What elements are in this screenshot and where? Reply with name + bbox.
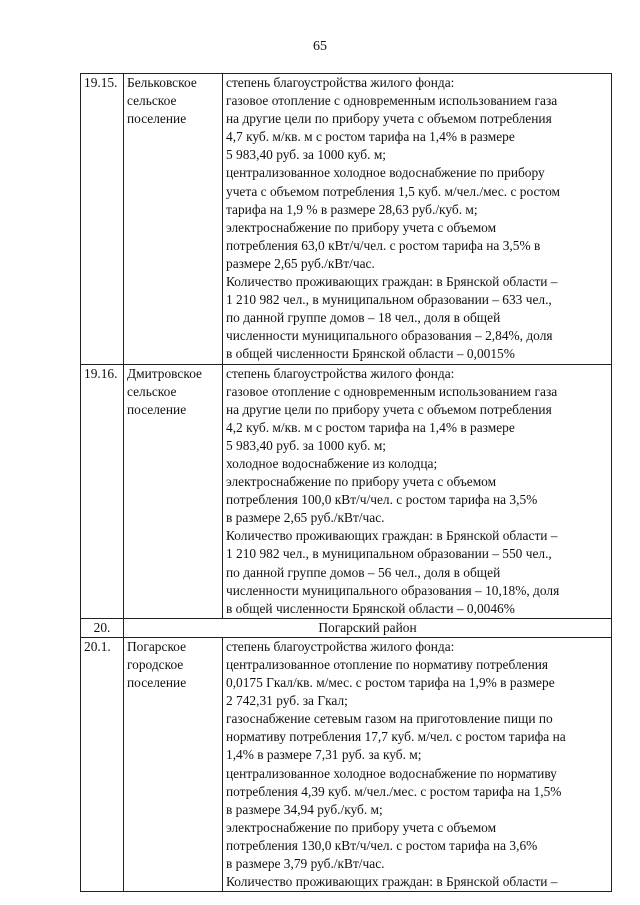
- description-line: степень благоустройства жилого фонда:: [226, 638, 455, 654]
- description-cell: [223, 74, 612, 365]
- description-line: 1 210 982 чел., в муниципальном образовании – 633 чел.,: [226, 292, 552, 308]
- table-row: [81, 74, 612, 365]
- table-row: [81, 637, 612, 891]
- description-line: в размере 34,94 руб./куб. м;: [226, 801, 383, 817]
- settlement-name-line: поселение: [127, 675, 187, 691]
- row-number: 19.15.: [81, 74, 124, 365]
- settlement-name-line: Дмитровское: [127, 365, 202, 381]
- description-line: степень благоустройства жилого фонда:: [226, 75, 455, 90]
- description-line: Количество проживающих граждан: в Брянской области –: [226, 528, 558, 544]
- description-line: численности муниципального образования – 10,18%, доля: [226, 582, 560, 598]
- description-cell: [223, 364, 612, 618]
- description-line: в общей численности Брянской области – 0,0046%: [226, 600, 515, 616]
- description-line: 2 742,31 руб. за Гкал;: [226, 693, 348, 709]
- settlement-name-line: городское: [127, 657, 184, 672]
- description-line: размере 2,65 руб./кВт/час.: [226, 255, 375, 271]
- description-line: в размере 2,65 руб./кВт/час.: [226, 510, 385, 526]
- description-line: степень благоустройства жилого фонда:: [226, 365, 455, 381]
- description-line: холодное водоснабжение из колодца;: [226, 455, 438, 471]
- description-line: потребления 4,39 куб. м/чел./мес. с ростом тарифа на 1,5%: [226, 783, 562, 799]
- description-line: по данной группе домов – 56 чел., доля в общей: [226, 564, 501, 580]
- description-line: Количество проживающих граждан: в Брянской области –: [226, 274, 558, 290]
- settlement-name: [124, 637, 223, 891]
- description-line: централизованное холодное водоснабжение по нормативу: [226, 765, 557, 781]
- description-line: электроснабжение по прибору учета с объемом: [226, 474, 497, 490]
- description-line: на другие цели по прибору учета с объемом потребления: [226, 111, 552, 127]
- description-line: тарифа на 1,9 % в размере 28,63 руб./куб. м;: [226, 201, 478, 217]
- description-line: по данной группе домов – 18 чел., доля в общей: [226, 310, 501, 326]
- description-line: численности муниципального образования – 2,84%, доля: [226, 328, 553, 344]
- description-line: в общей численности Брянской области – 0,0015%: [226, 346, 515, 362]
- description-line: Количество проживающих граждан: в Брянской области –: [226, 874, 558, 890]
- description-line: 1 210 982 чел., в муниципальном образовании – 550 чел.,: [226, 546, 552, 562]
- description-line: нормативу потребления 17,7 куб. м/чел. с ростом тарифа на: [226, 729, 566, 745]
- description-line: газоснабжение сетевым газом на приготовление пищи по: [226, 711, 553, 727]
- description-line: электроснабжение по прибору учета с объемом: [226, 819, 497, 835]
- description-line: 5 983,40 руб. за 1000 куб. м;: [226, 147, 387, 163]
- settlement-name: [124, 364, 223, 618]
- description-line: газовое отопление с одновременным использованием газа: [226, 93, 558, 109]
- page-number: 65: [313, 39, 327, 54]
- settlement-name-line: сельское: [127, 93, 177, 109]
- description-line: газовое отопление с одновременным использованием газа: [226, 383, 558, 399]
- description-cell: [223, 637, 612, 891]
- description-line: 5 983,40 руб. за 1000 куб. м;: [226, 437, 387, 453]
- description-line: учета с объемом потребления 1,5 куб. м/чел./мес. с ростом: [226, 183, 561, 199]
- district-number: 20.: [81, 618, 124, 637]
- row-number: 20.1.: [81, 637, 124, 891]
- settlement-name-line: сельское: [127, 383, 177, 399]
- description-line: в размере 3,79 руб./кВт/час.: [226, 856, 385, 872]
- row-number: 19.16.: [81, 364, 124, 618]
- district-row: [81, 618, 612, 637]
- tariff-table: [80, 73, 612, 892]
- description-line: 4,7 куб. м/кв. м с ростом тарифа на 1,4% в размере: [226, 129, 515, 145]
- district-name: Погарский район: [124, 618, 612, 637]
- description-line: потребления 100,0 кВт/ч/чел. с ростом тарифа на 3,5%: [226, 492, 538, 508]
- description-line: 0,0175 Гкал/кв. м/мес. с ростом тарифа на 1,9% в размере: [226, 675, 555, 691]
- settlement-name-line: поселение: [127, 401, 187, 417]
- settlement-name-line: Погарское: [127, 638, 187, 654]
- description-line: потребления 130,0 кВт/ч/чел. с ростом тарифа на 3,6%: [226, 837, 538, 853]
- description-line: 4,2 куб. м/кв. м с ростом тарифа на 1,4% в размере: [226, 419, 515, 435]
- description-line: централизованное отопление по нормативу потребления: [226, 657, 549, 672]
- description-line: на другие цели по прибору учета с объемом потребления: [226, 401, 552, 417]
- settlement-name-line: поселение: [127, 111, 187, 127]
- description-line: централизованное холодное водоснабжение по прибору: [226, 165, 545, 181]
- description-line: потребления 63,0 кВт/ч/чел. с ростом тарифа на 3,5% в: [226, 237, 541, 253]
- description-line: электроснабжение по прибору учета с объемом: [226, 219, 497, 235]
- settlement-name-line: Бельковское: [127, 75, 197, 90]
- table-row: [81, 364, 612, 618]
- description-line: 1,4% в размере 7,31 руб. за куб. м;: [226, 747, 422, 763]
- settlement-name: [124, 74, 223, 365]
